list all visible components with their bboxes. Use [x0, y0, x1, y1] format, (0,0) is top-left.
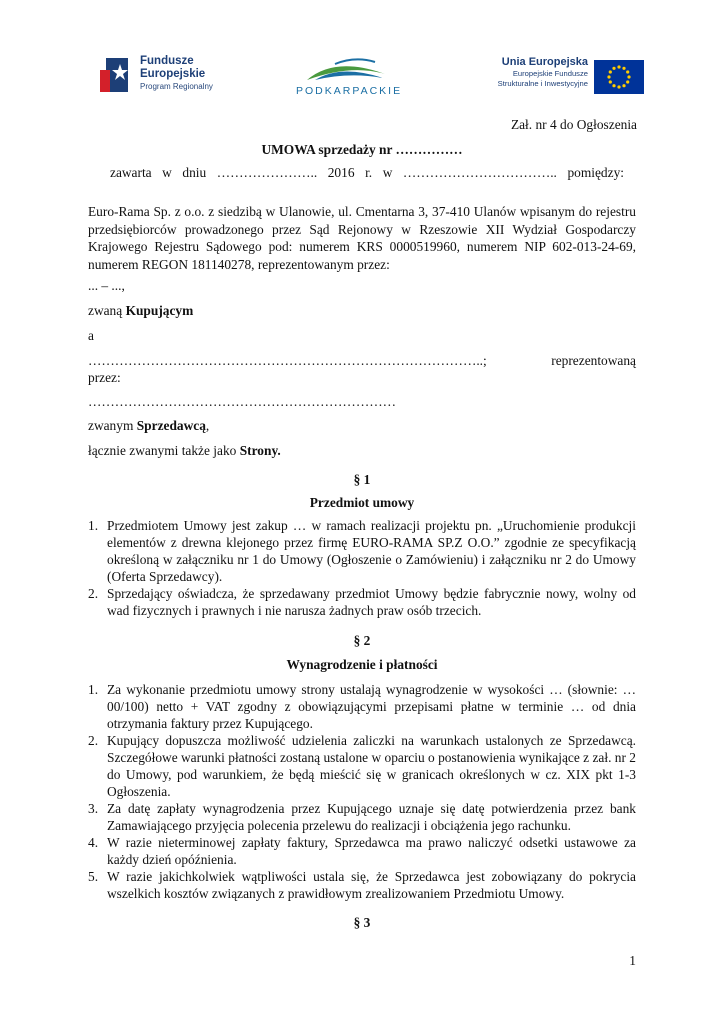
section-2-list	[88, 681, 636, 902]
list-item	[88, 800, 636, 834]
list-item	[88, 868, 636, 902]
buyer-representative: ... – ...,	[88, 278, 125, 293]
section-1-number: § 1	[353, 472, 371, 487]
list-item-number: 1.	[88, 682, 99, 697]
list-item	[88, 681, 636, 732]
unia-europejska-logo	[478, 56, 624, 96]
list-item-text: Sprzedający oświadcza, że sprzedawany przedmiot Umowy będzie fabrycznie nowy, wolny od wad fizycznych i prawnych i nie narusza żadnych praw osób trzecich.	[107, 586, 636, 618]
seller-called-suffix: ,	[205, 418, 210, 433]
seller-called-term: Sprzedawcą	[136, 418, 206, 433]
list-item-text: W razie jakichkolwiek wątpliwości ustala się, że Sprzedawca jest zobowiązany do pokrycia wszelkich kosztów związanych z prawidłowym zrealizowaniem Przedmiotu Umowy.	[107, 869, 636, 901]
list-item-text: Przedmiotem Umowy jest zakup … w ramach realizacji projektu pn. „Uruchomienie produkcji elementów z drewna klejonego przez firmę EURO-RAMA SP.Z O.O.” zgodnie ze specyfikacją określoną w załączniku nr 1 do Umowy (Ogłoszenie o Zamówieniu) i załączniku nr 2 do Umowy (Oferta Sprzedawcy).	[107, 518, 636, 584]
list-item-text: W razie nieterminowej zapłaty faktury, Sprzedawca ma prawo naliczyć odsetki ustawowe za każdy dzień opóźnienia.	[107, 835, 636, 867]
list-item-text: Za wykonanie przedmiotu umowy strony ustalają wynagrodzenie w wysokości … (słownie: … 00/100) netto + VAT zgodny z obowiązującymi przepisami płatne w terminie … od dnia otrzymania faktury przez Kupującego.	[107, 682, 636, 731]
attachment-note: Zał. nr 4 do Ogłoszenia	[510, 117, 637, 132]
list-item	[88, 585, 636, 619]
buyer-paragraph: Euro-Rama Sp. z o.o. z siedzibą w Ulanowie, ul. Cmentarna 3, 37-410 Ulanów wpisanym do rejestru przedsiębiorców prowadzonego przez Sąd Rejonowy w Rzeszowie XII Wydział Gospodarczy Krajowego Rejestru Sądowego pod: numerem KRS 0000519960, numerem NIP 602-013-24-69, numerem REGON 181140278, reprezentowanym przez:	[88, 204, 636, 272]
and-word: a	[88, 328, 94, 343]
list-item-number: 4.	[88, 835, 99, 850]
fe-star-mark-icon	[100, 56, 134, 94]
list-item-number: 2.	[88, 733, 99, 748]
buyer-called	[88, 302, 193, 319]
seller-line-3: ……………………………………………………………	[88, 394, 396, 409]
section-2-title: Wynagrodzenie i płatności	[286, 657, 438, 672]
buyer-called-term: Kupującym	[125, 303, 194, 318]
ue-title: Unia Europejska	[501, 56, 588, 68]
podkarpackie-name: PODKARPACKIE	[296, 85, 403, 97]
list-item-text: Za datę zapłaty wynagrodzenia przez Kupującego uznaje się datę potwierdzenia przez bank Zamawiającego przyjęcia polecenia przelewu do realizacji i obciążenia jego rachunku.	[107, 801, 636, 833]
page-number: 1	[629, 953, 636, 968]
list-item	[88, 732, 636, 800]
fundusze-europejskie-logo	[100, 52, 220, 96]
parties-line	[88, 442, 281, 459]
seller-called	[88, 417, 209, 434]
section-1-list	[88, 517, 636, 619]
contract-title: UMOWA sprzedaży nr ……………	[261, 142, 463, 157]
list-item-number: 5.	[88, 869, 99, 884]
seller-called-prefix: zwanym	[88, 418, 134, 433]
section-3-number: § 3	[353, 915, 371, 930]
list-item-number: 2.	[88, 586, 99, 601]
ue-subtitle-1: Europejskie Fundusze	[512, 69, 588, 78]
list-item-number: 3.	[88, 801, 99, 816]
fe-title-2: Europejskie	[140, 68, 206, 80]
buyer-called-prefix: zwaną	[88, 303, 123, 318]
ue-subtitle-2: Strukturalne i Inwestycyjne	[497, 79, 588, 88]
parties-prefix: łącznie zwanymi także jako	[88, 443, 237, 458]
fe-title-1: Fundusze	[140, 55, 194, 67]
fe-subtitle: Program Regionalny	[140, 82, 213, 91]
seller-line-2: przez:	[88, 370, 121, 385]
list-item	[88, 517, 636, 585]
concluded-line: zawarta w dniu ………………….. 2016 r. w …………………………….. pomiędzy:	[110, 165, 624, 180]
list-item-text: Kupujący dopuszcza możliwość udzielenia zaliczki na warunkach ustalonych ze Sprzedawcą. Szczegółowe warunki płatności zostaną ustalone w oparciu o postanowienia wynikające z zał. nr 2 do Umowy, pod warunkiem, że będą mieścić się w granicach określonych w cz. XIX pkt 1-3 Ogłoszenia.	[107, 733, 636, 799]
eu-flag-icon	[594, 60, 644, 94]
list-item-number: 1.	[88, 518, 99, 533]
podkarpackie-logo	[296, 54, 403, 100]
parties-term: Strony.	[239, 443, 281, 458]
seller-line-1: ……………………………………………………………………………..; reprezentowaną	[88, 353, 636, 368]
section-2-number: § 2	[353, 633, 371, 648]
podkarpackie-hills-icon	[305, 54, 387, 82]
section-1-title: Przedmiot umowy	[309, 495, 415, 510]
list-item	[88, 834, 636, 868]
